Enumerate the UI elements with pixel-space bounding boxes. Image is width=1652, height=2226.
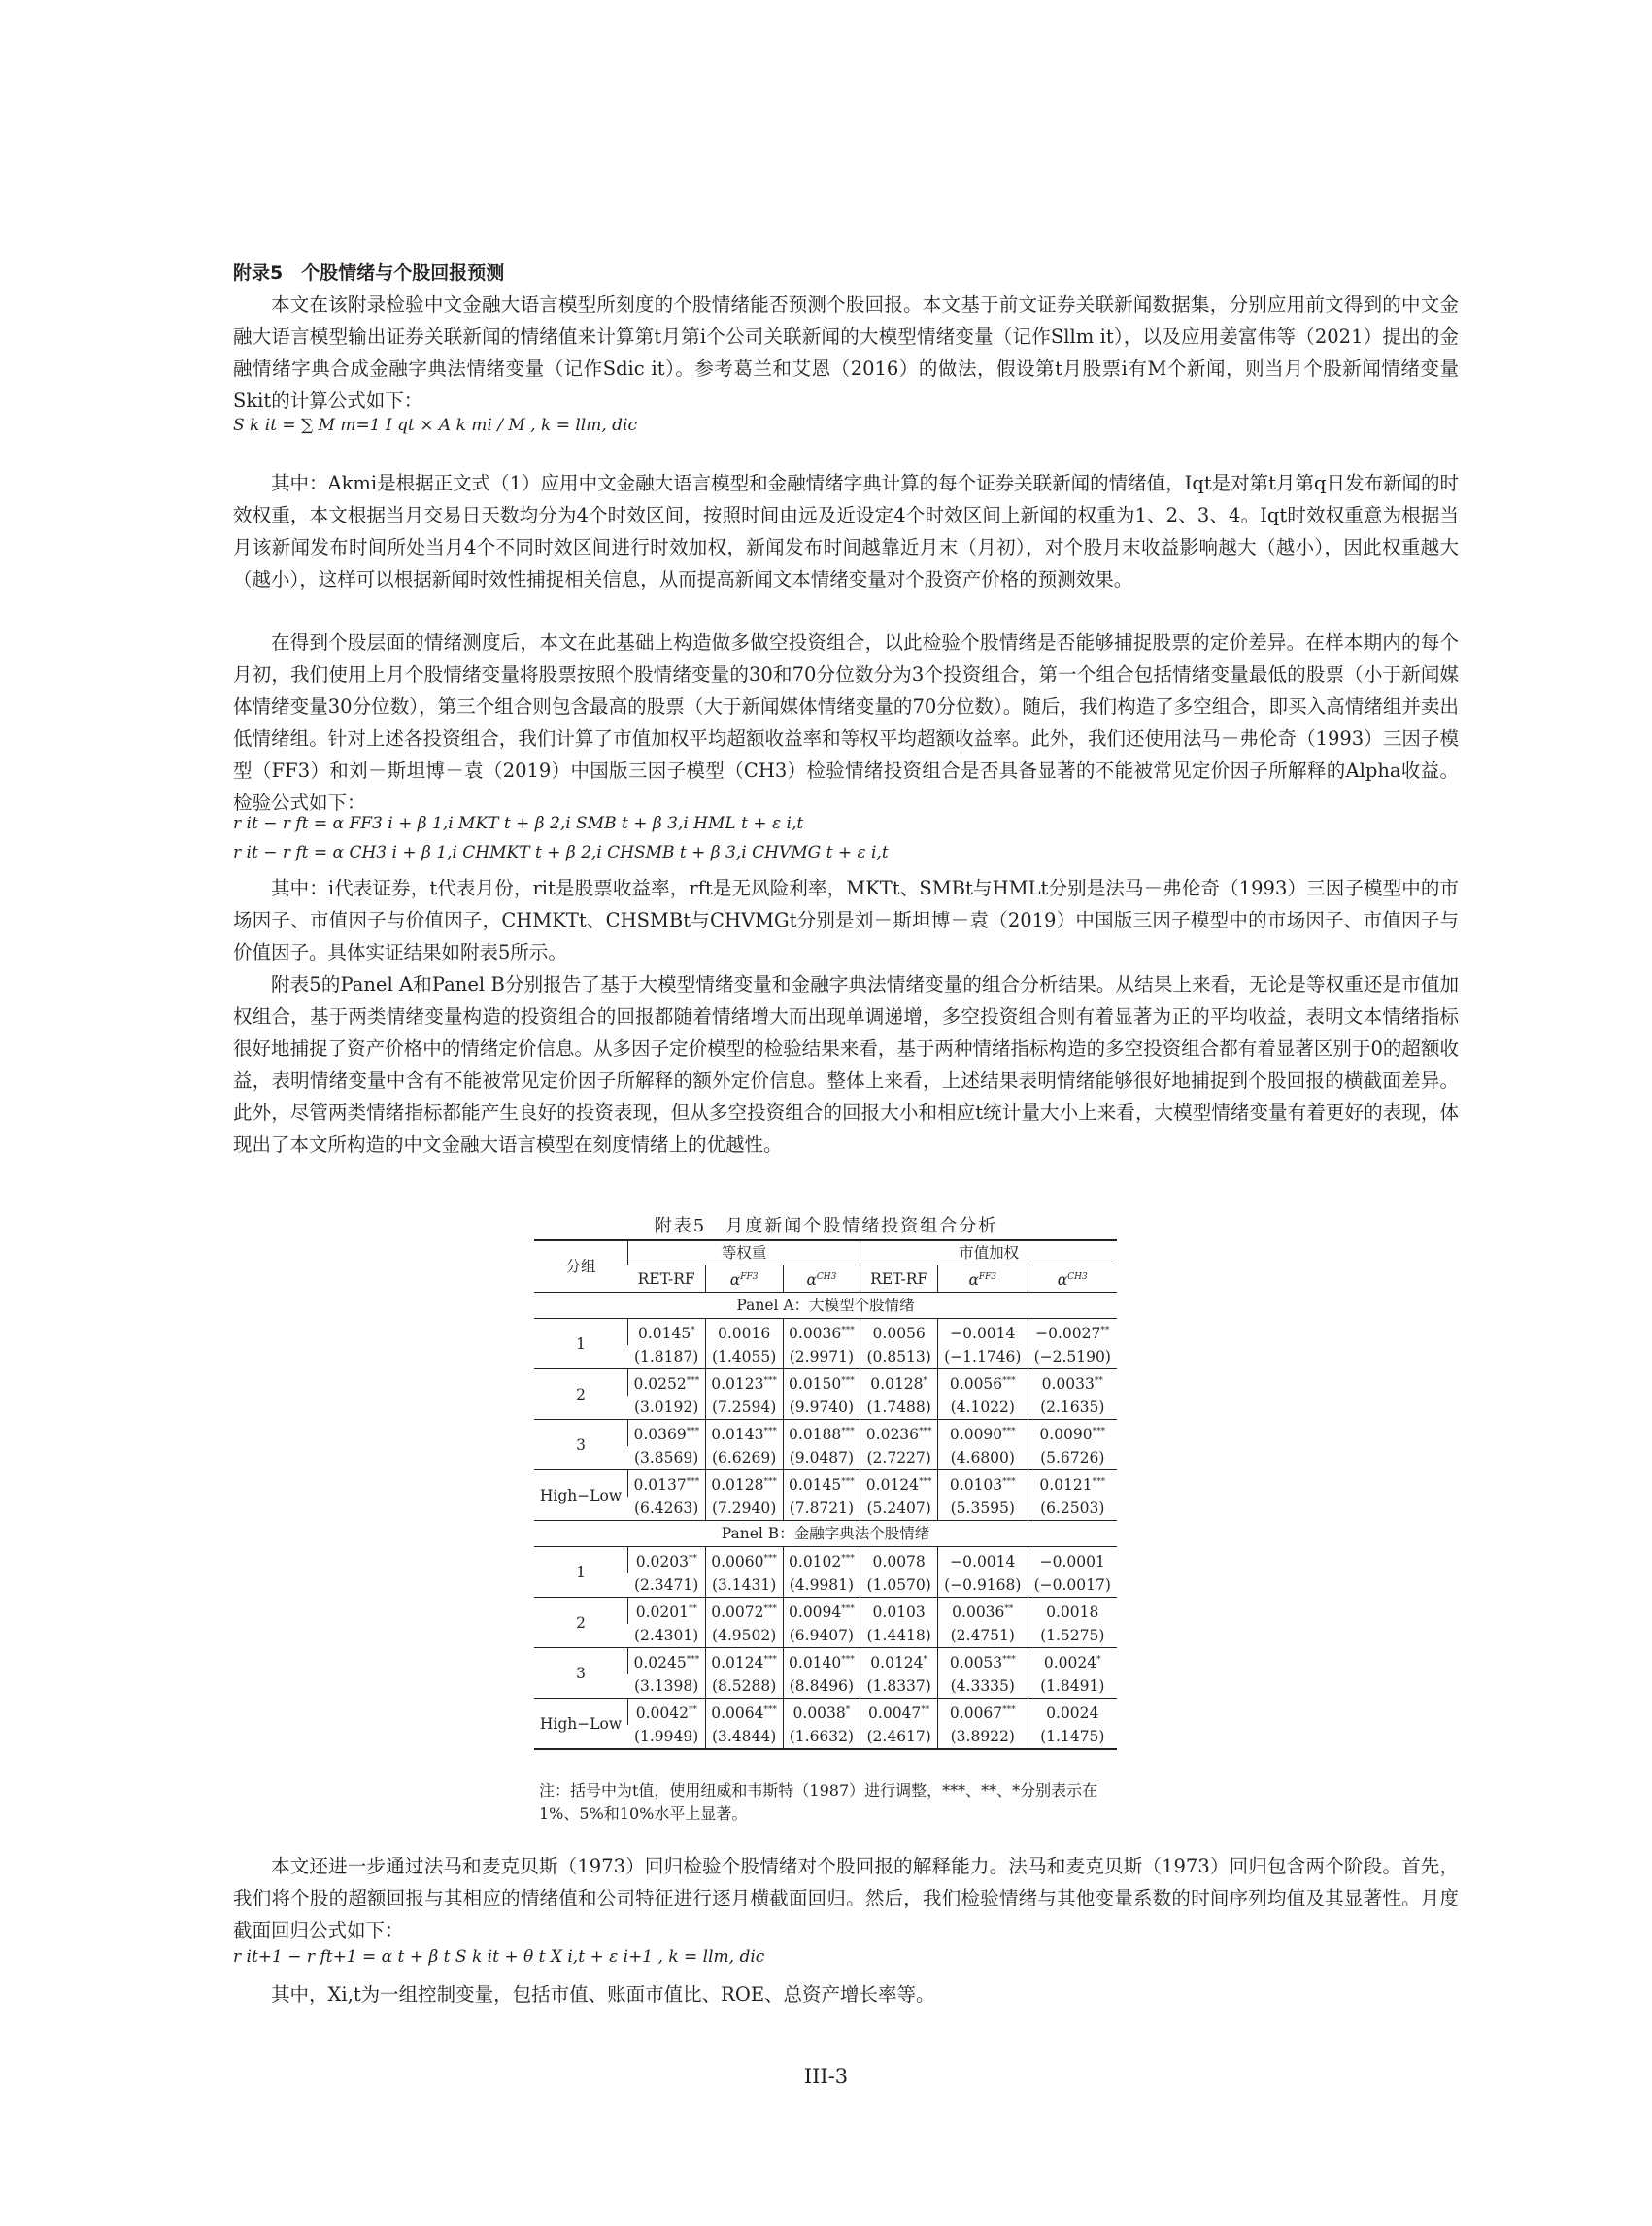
- table-row: [534, 1547, 1117, 1574]
- group-label: 2: [534, 1369, 628, 1420]
- significance-stars: ***: [841, 1554, 855, 1564]
- t-stat-cell: (7.2940): [705, 1497, 783, 1521]
- col-ret-rf-vw: RET-RF: [860, 1265, 938, 1293]
- paragraph-2: 其中：Akmi是根据正文式（1）应用中文金融大语言模型和金融情绪字典计算的每个证券关联新闻的情绪值，Iqt是对第t月第q日发布新闻的时效权重，本文根据当月交易日天数均分为4个时效区间，按照时间由远及近设定4个时效区间上新闻的权重为1、2、3、4。Iqt时效权重意为根据当月该新闻发布时间所处当月4个不同时效区间进行时效加权，新闻发布时间越靠近月末（月初），对个股月末收益影响越大（越小），因此权重越大（越小），这样可以根据新闻时效性捕捉相关信息，从而提高新闻文本情绪变量对个股资产价格的预测效果。: [233, 472, 1459, 590]
- coefficient-cell: 0.0038*: [783, 1699, 860, 1726]
- coefficient-cell: −0.0014: [938, 1319, 1028, 1346]
- t-stat-cell: (2.7227): [860, 1446, 938, 1470]
- formula-ff3: r it − r ft = α FF3 i + β 1,i MKT t + β 2,i SMB t + β 3,i HML t + ε i,t: [233, 814, 804, 833]
- t-stat-cell: (8.5288): [705, 1674, 783, 1699]
- coefficient-cell: 0.0024*: [1028, 1648, 1117, 1675]
- table-row: [534, 1648, 1117, 1675]
- t-stat-cell: (3.8569): [633, 1449, 699, 1467]
- t-stat-cell: (0.8513): [860, 1345, 938, 1369]
- significance-stars: ***: [763, 1554, 778, 1564]
- coefficient-cell: 0.0060***: [705, 1547, 783, 1574]
- significance-stars: ***: [841, 1326, 855, 1335]
- significance-stars: ***: [1002, 1376, 1016, 1386]
- t-stat-cell: (2.4617): [860, 1725, 938, 1749]
- table-row: [534, 1319, 1117, 1346]
- t-stat-cell: (−0.9168): [938, 1573, 1028, 1598]
- coefficient-cell: 0.0124***: [860, 1470, 938, 1498]
- t-stat-cell: (7.2594): [705, 1396, 783, 1420]
- coefficient-cell: 0.0102***: [783, 1547, 860, 1574]
- significance-stars: *: [845, 1705, 851, 1715]
- significance-stars: ***: [919, 1427, 932, 1436]
- coefficient-cell: 0.0236***: [860, 1420, 938, 1447]
- t-stat-cell: (1.4055): [705, 1345, 783, 1369]
- coefficient-cell: 0.0128***: [705, 1470, 783, 1498]
- coefficient-cell: 0.0072***: [705, 1598, 783, 1625]
- coefficient-cell: 0.0090***: [1028, 1420, 1117, 1447]
- significance-stars: ***: [763, 1705, 778, 1715]
- t-stat-cell: (−2.5190): [1028, 1345, 1117, 1369]
- coefficient-cell: 0.0121***: [1028, 1470, 1117, 1498]
- table-caption: 附表5 月度新闻个股情绪投资组合分析: [654, 1216, 998, 1236]
- t-stat-cell: (2.3471): [633, 1576, 699, 1594]
- coefficient-cell: 0.0056***: [938, 1369, 1028, 1397]
- coefficient-cell: 0.0203**: [628, 1547, 706, 1574]
- coefficient-cell: 0.0128*: [860, 1369, 938, 1397]
- coefficient-cell: 0.0042**: [628, 1699, 706, 1726]
- significance-stars: ***: [763, 1427, 778, 1436]
- significance-stars: ***: [1002, 1427, 1016, 1436]
- group-label: 1: [576, 1334, 586, 1353]
- t-stat-cell: (1.8491): [1028, 1674, 1117, 1699]
- significance-stars: **: [921, 1705, 930, 1715]
- table-note: 注：括号中为t值，使用纽威和韦斯特（1987）进行调整，***、**、*分别表示在1%、5%和10%水平上显著。: [539, 1781, 1098, 1823]
- significance-stars: ***: [919, 1477, 932, 1487]
- coefficient-cell: 0.0124***: [705, 1648, 783, 1675]
- significance-stars: **: [1094, 1376, 1103, 1386]
- coefficient-cell: 0.0018: [1028, 1598, 1117, 1625]
- coefficient-cell: 0.0252***: [628, 1369, 706, 1397]
- header-equal-weight: 等权重: [628, 1240, 860, 1265]
- significance-stars: ***: [1092, 1477, 1106, 1487]
- col-alpha-ch3-ew: $\alpha^{CH3}$: [783, 1265, 860, 1293]
- t-stat-cell: (1.4418): [860, 1624, 938, 1648]
- col-alpha-ch3-vw: $\alpha^{CH3}$: [1028, 1265, 1117, 1293]
- coefficient-cell: 0.0064***: [705, 1699, 783, 1726]
- coefficient-cell: 0.0056: [860, 1319, 938, 1346]
- significance-stars: ***: [841, 1427, 855, 1436]
- t-stat-cell: (9.0487): [783, 1446, 860, 1470]
- portfolio-table: [534, 1239, 1117, 1750]
- coefficient-cell: 0.0090***: [938, 1420, 1028, 1447]
- header-value-weight: 市值加权: [860, 1240, 1117, 1265]
- t-stat-cell: (1.9949): [628, 1725, 706, 1749]
- coefficient-cell: 0.0145*: [628, 1319, 706, 1346]
- coefficient-cell: 0.0094***: [783, 1598, 860, 1625]
- significance-stars: ***: [686, 1427, 700, 1436]
- col-alpha-ff3-vw: $\alpha^{FF3}$: [938, 1265, 1028, 1293]
- significance-stars: ***: [1002, 1655, 1016, 1665]
- t-stat-cell: (3.0192): [633, 1399, 699, 1416]
- t-stat-cell: (1.5275): [1028, 1624, 1117, 1648]
- t-stat-cell: (−1.1746): [938, 1345, 1028, 1369]
- t-stat-cell: (1.8187): [633, 1348, 699, 1366]
- t-stat-cell: (4.9502): [705, 1624, 783, 1648]
- t-stat-cell: (1.6632): [783, 1725, 860, 1749]
- table-row: [534, 1369, 1117, 1397]
- t-stat-cell: (6.9407): [783, 1624, 860, 1648]
- significance-stars: ***: [841, 1376, 855, 1386]
- t-stat-cell: (4.9981): [783, 1573, 860, 1598]
- significance-stars: ***: [763, 1604, 778, 1614]
- significance-stars: ***: [1002, 1477, 1016, 1487]
- group-label: 1: [576, 1563, 586, 1581]
- table-row: [534, 1470, 1117, 1498]
- group-label: High−Low: [534, 1699, 628, 1750]
- significance-stars: ***: [763, 1477, 778, 1487]
- coefficient-cell: 0.0024: [1028, 1699, 1117, 1726]
- t-stat-cell: (2.9971): [783, 1345, 860, 1369]
- t-stat-cell: (8.8496): [783, 1674, 860, 1699]
- t-stat-cell: (2.4301): [633, 1627, 699, 1644]
- formula-sentiment-text: S k it = ∑ M m=1 I qt × A k mi / M , k = llm, dic: [233, 416, 637, 435]
- t-stat-cell: (−0.0017): [1028, 1573, 1117, 1598]
- paragraph-7: 其中，Xi,t为一组控制变量，包括市值、账面市值比、ROE、总资产增长率等。: [271, 1983, 935, 2006]
- table-row: [534, 1598, 1117, 1625]
- significance-stars: **: [1004, 1604, 1014, 1614]
- significance-stars: ***: [841, 1655, 855, 1665]
- coefficient-cell: 0.0053***: [938, 1648, 1028, 1675]
- coefficient-cell: 0.0036***: [783, 1319, 860, 1346]
- significance-stars: ***: [1092, 1427, 1106, 1436]
- table-row: [534, 1420, 1117, 1447]
- col-alpha-ff3-ew: $\alpha^{FF3}$: [705, 1265, 783, 1293]
- significance-stars: ***: [1002, 1705, 1016, 1715]
- formula-sentiment: [233, 416, 637, 435]
- group-label: 2: [534, 1598, 628, 1648]
- t-stat-cell: (4.1022): [938, 1396, 1028, 1420]
- significance-stars: ***: [686, 1477, 700, 1487]
- t-stat-cell: (2.1635): [1028, 1396, 1117, 1420]
- significance-stars: ***: [763, 1655, 778, 1665]
- group-label: 3: [534, 1420, 628, 1470]
- col-ret-rf-ew: RET-RF: [628, 1265, 706, 1293]
- significance-stars: *: [691, 1326, 695, 1335]
- t-stat-cell: (3.8922): [938, 1725, 1028, 1749]
- paragraph-5: 附表5的Panel A和Panel B分别报告了基于大模型情绪变量和金融字典法情绪变量的组合分析结果。从结果上来看，无论是等权重还是市值加权组合，基于两类情绪变量构造的投资组合的回报都随着情绪增大而出现单调递增，多空投资组合则有着显著为正的平均收益，表明文本情绪指标很好地捕捉了资产价格中的情绪定价信息。从多因子定价模型的检验结果来看，基于两种情绪指标构造的多空投资组合都有着显著区别于0的超额收益，表明情绪变量中含有不能被常见定价因子所解释的额外定价信息。整体上来看，上述结果表明情绪能够很好地捕捉到个股回报的横截面差异。此外，尽管两类情绪指标都能产生良好的投资表现，但从多空投资组合的回报大小和相应t统计量大小上来看，大模型情绪变量有着更好的表现，体现出了本文所构造的中文金融大语言模型在刻度情绪上的优越性。: [233, 973, 1459, 1156]
- significance-stars: **: [689, 1705, 697, 1715]
- coefficient-cell: 0.0188***: [783, 1420, 860, 1447]
- t-stat-cell: (2.4751): [938, 1624, 1028, 1648]
- coefficient-cell: 0.0201**: [628, 1598, 706, 1625]
- coefficient-cell: −0.0014: [938, 1547, 1028, 1574]
- t-stat-cell: (5.3595): [938, 1497, 1028, 1521]
- group-label: 3: [534, 1648, 628, 1699]
- coefficient-cell: 0.0124*: [860, 1648, 938, 1675]
- paragraph-6: 本文还进一步通过法马和麦克贝斯（1973）回归检验个股情绪对个股回报的解释能力。法马和麦克贝斯（1973）回归包含两个阶段。首先，我们将个股的超额回报与其相应的情绪值和公司特征进行逐月横截面回归。然后，我们检验情绪与其他变量系数的时间序列均值及其显著性。月度截面回归公式如下：: [233, 1855, 1459, 1941]
- coefficient-cell: 0.0140***: [783, 1648, 860, 1675]
- coefficient-cell: 0.0245***: [628, 1648, 706, 1675]
- significance-stars: **: [689, 1554, 697, 1564]
- coefficient-cell: 0.0369***: [628, 1420, 706, 1447]
- t-stat-cell: (5.2407): [860, 1497, 938, 1521]
- t-stat-cell: (6.6269): [705, 1446, 783, 1470]
- coefficient-cell: 0.0036**: [938, 1598, 1028, 1625]
- t-stat-cell: (1.1475): [1028, 1725, 1117, 1749]
- coefficient-cell: 0.0103***: [938, 1470, 1028, 1498]
- header-group: 分组: [534, 1240, 628, 1293]
- significance-stars: *: [1096, 1655, 1101, 1665]
- significance-stars: ***: [686, 1376, 700, 1386]
- coefficient-cell: 0.0145***: [783, 1470, 860, 1498]
- t-stat-cell: (4.3335): [938, 1674, 1028, 1699]
- significance-stars: ***: [841, 1477, 855, 1487]
- formula-ch3: r it − r ft = α CH3 i + β 1,i CHMKT t + β 2,i CHSMB t + β 3,i CHVMG t + ε i,t: [233, 843, 889, 862]
- coefficient-cell: 0.0103: [860, 1598, 938, 1625]
- group-label: High−Low: [534, 1470, 628, 1521]
- significance-stars: ***: [841, 1604, 855, 1614]
- table-row: [534, 1699, 1117, 1726]
- t-stat-cell: (1.7488): [860, 1396, 938, 1420]
- coefficient-cell: 0.0067***: [938, 1699, 1028, 1726]
- t-stat-cell: (5.6726): [1028, 1446, 1117, 1470]
- formula-fama-macbeth: r it+1 − r ft+1 = α t + β t S k it + θ t X i,t + ε i+1 , k = llm, dic: [233, 1947, 765, 1967]
- t-stat-cell: (4.6800): [938, 1446, 1028, 1470]
- t-stat-cell: (3.1431): [705, 1573, 783, 1598]
- significance-stars: **: [1100, 1326, 1110, 1335]
- coefficient-cell: 0.0143***: [705, 1420, 783, 1447]
- significance-stars: ***: [763, 1376, 778, 1386]
- coefficient-cell: 0.0016: [705, 1319, 783, 1346]
- significance-stars: **: [689, 1604, 697, 1614]
- paragraph-1: 本文在该附录检验中文金融大语言模型所刻度的个股情绪能否预测个股回报。本文基于前文证券关联新闻数据集，分别应用前文得到的中文金融大语言模型输出证券关联新闻的情绪值来计算第t月第i个公司关联新闻的大模型情绪变量（记作Sllm it），以及应用姜富伟等（2021）提出的金融情绪字典合成金融字典法情绪变量（记作Sdic it）。参考葛兰和艾恩（2016）的做法，假设第t月股票i有M个新闻，则当月个股新闻情绪变量Skit的计算公式如下：: [233, 293, 1459, 412]
- t-stat-cell: (3.4844): [705, 1725, 783, 1749]
- panel-a-header: Panel A：大模型个股情绪: [534, 1293, 1117, 1319]
- t-stat-cell: (3.1398): [633, 1677, 699, 1695]
- coefficient-cell: 0.0033**: [1028, 1369, 1117, 1397]
- coefficient-cell: 0.0078: [860, 1547, 938, 1574]
- paragraph-4: 其中：i代表证券，t代表月份，rit是股票收益率，rft是无风险利率，MKTt、SMBt与HMLt分别是法马－弗伦奇（1993）三因子模型中的市场因子、市值因子与价值因子，CHMKTt、CHSMBt与CHVMGt分别是刘－斯坦博－袁（2019）中国版三因子模型中的市场因子、市值因子与价值因子。具体实证结果如附表5所示。: [233, 877, 1459, 963]
- significance-stars: ***: [686, 1655, 700, 1665]
- t-stat-cell: (1.8337): [860, 1674, 938, 1699]
- panel-b-header: Panel B：金融字典法个股情绪: [534, 1521, 1117, 1547]
- coefficient-cell: 0.0150***: [783, 1369, 860, 1397]
- appendix-title: 附录5 个股情绪与个股回报预测: [233, 262, 505, 284]
- t-stat-cell: (9.9740): [783, 1396, 860, 1420]
- t-stat-cell: (6.2503): [1028, 1497, 1117, 1521]
- significance-stars: *: [923, 1376, 928, 1386]
- coefficient-cell: 0.0137***: [628, 1470, 706, 1498]
- coefficient-cell: −0.0027**: [1028, 1319, 1117, 1346]
- coefficient-cell: −0.0001: [1028, 1547, 1117, 1574]
- significance-stars: *: [923, 1655, 928, 1665]
- coefficient-cell: 0.0047**: [860, 1699, 938, 1726]
- t-stat-cell: (1.0570): [860, 1573, 938, 1598]
- paragraph-3: 在得到个股层面的情绪测度后，本文在此基础上构造做多做空投资组合，以此检验个股情绪是否能够捕捉股票的定价差异。在样本期内的每个月初，我们使用上月个股情绪变量将股票按照个股情绪变量的30和70分位数分为3个投资组合，第一个组合包括情绪变量最低的股票（小于新闻媒体情绪变量30分位数），第三个组合则包含最高的股票（大于新闻媒体情绪变量的70分位数）。随后，我们构造了多空组合，即买入高情绪组并卖出低情绪组。针对上述各投资组合，我们计算了市值加权平均超额收益率和等权平均超额收益率。此外，我们还使用法马－弗伦奇（1993）三因子模型（FF3）和刘－斯坦博－袁（2019）中国版三因子模型（CH3）检验情绪投资组合是否具备显著的不能被常见定价因子所解释的Alpha收益。检验公式如下：: [233, 631, 1459, 814]
- coefficient-cell: 0.0123***: [705, 1369, 783, 1397]
- t-stat-cell: (7.8721): [783, 1497, 860, 1521]
- t-stat-cell: (6.4263): [633, 1500, 699, 1517]
- page-number: III-3: [803, 2065, 849, 2088]
